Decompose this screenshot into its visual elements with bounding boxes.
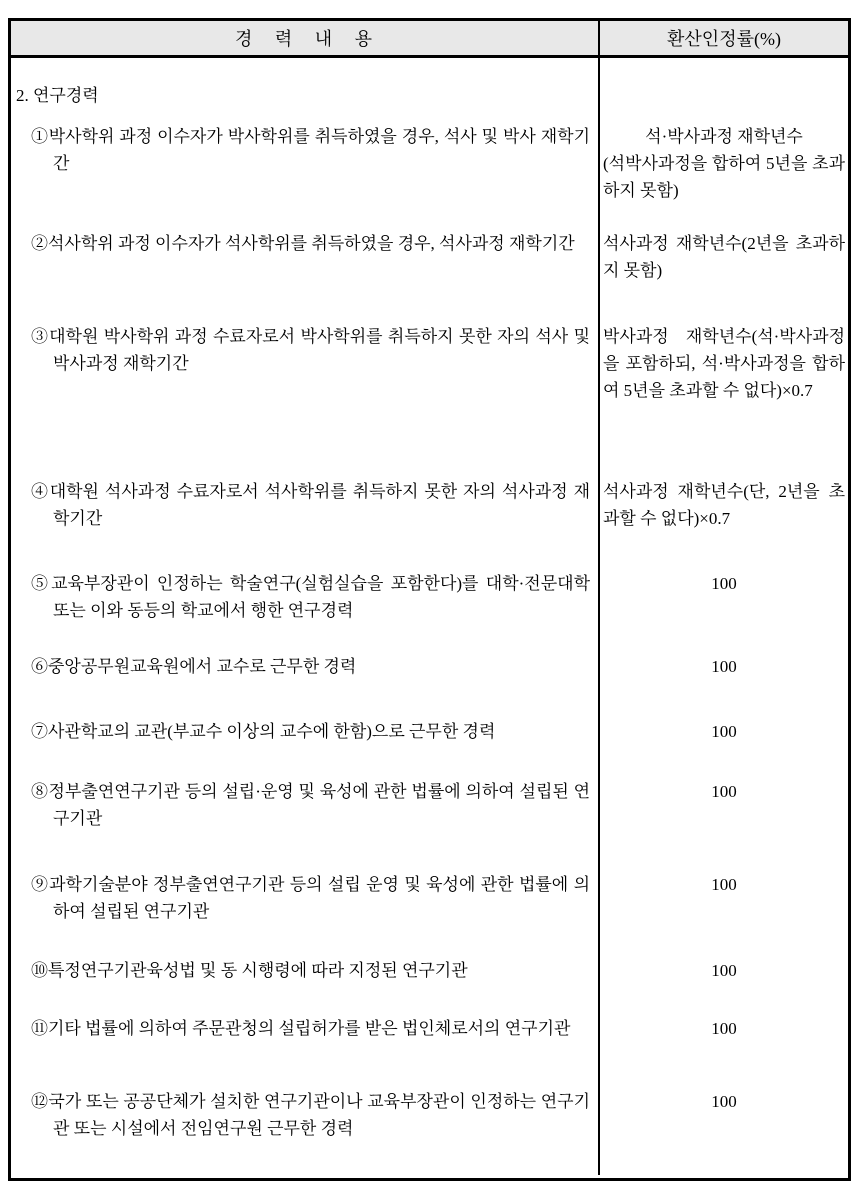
table-row <box>11 1083 848 1175</box>
career-item-cell <box>11 225 600 318</box>
rate-cell <box>600 648 848 713</box>
career-item-text: ⑫국가 또는 공공단체가 설치한 연구기관이나 교육부장관이 인정하는 연구기관 또는 시설에서 전임연구원 근무한 경력 <box>31 1092 590 1138</box>
table-row <box>11 473 848 565</box>
rate-formula-text: 석사과정 재학년수(2년을 초과하지 못함) <box>603 234 845 280</box>
rate-cell <box>600 473 848 565</box>
item-number: ⑧ <box>31 782 49 801</box>
rate-cell <box>600 1083 848 1175</box>
career-rate-table <box>8 18 851 1181</box>
header-conversion-rate: 환산인정률(%) <box>667 29 781 49</box>
section-rate-empty <box>600 58 848 118</box>
career-item-cell <box>11 952 600 1010</box>
table-row <box>11 713 848 773</box>
career-item-text: ⑩특정연구기관육성법 및 동 시행령에 따라 지정된 연구기관 <box>31 961 468 980</box>
item-number: ⑩ <box>31 961 48 980</box>
career-item-text: ②석사학위 과정 이수자가 석사학위를 취득하였을 경우, 석사과정 재학기간 <box>31 234 575 253</box>
rate-cell <box>600 773 848 866</box>
item-number: ⑨ <box>31 875 50 894</box>
rate-value: 100 <box>711 782 737 801</box>
table-row <box>11 866 848 952</box>
career-item-cell <box>11 473 600 565</box>
item-number: ② <box>31 234 48 253</box>
item-number: ① <box>31 127 49 146</box>
item-number: ④ <box>31 482 50 501</box>
rate-formula-text: (석박사과정을 합하여 5년을 초과하지 못함) <box>603 154 845 200</box>
rate-value: 100 <box>711 722 737 741</box>
career-item-text: ⑤교육부장관이 인정하는 학술연구(실험실습을 포함한다)를 대학·전문대학 또는 이와 동등의 학교에서 행한 연구경력 <box>31 574 590 620</box>
section-title-row <box>11 58 848 118</box>
table-row <box>11 565 848 648</box>
rate-cell <box>600 952 848 1010</box>
career-item-text: ③대학원 박사학위 과정 수료자로서 박사학위를 취득하지 못한 자의 석사 및 박사과정 재학기간 <box>31 327 590 373</box>
section-title: 2. 연구경력 <box>11 58 600 118</box>
header-career-content: 경 력 내 용 <box>11 21 600 55</box>
rate-value: 100 <box>711 574 737 593</box>
rate-cell <box>600 118 848 225</box>
career-item-text: ⑦사관학교의 교관(부교수 이상의 교수에 한함)으로 근무한 경력 <box>31 722 496 741</box>
rate-cell <box>600 1010 848 1083</box>
career-item-cell <box>11 648 600 713</box>
career-item-text: ⑪기타 법률에 의하여 주문관청의 설립허가를 받은 법인체로서의 연구기관 <box>31 1019 571 1038</box>
rate-cell <box>600 318 848 473</box>
rate-formula-text: 박사과정 재학년수(석·박사과정을 포함하되, 석·박사과정을 합하여 5년을 초과할 수 없다)×0.7 <box>603 327 845 400</box>
career-item-text: ⑥중앙공무원교육원에서 교수로 근무한 경력 <box>31 657 357 676</box>
table-row <box>11 952 848 1010</box>
rate-cell <box>600 565 848 648</box>
table-row <box>11 318 848 473</box>
item-number: ⑤ <box>31 574 52 593</box>
item-number: ⑥ <box>31 657 48 676</box>
rate-value: 100 <box>711 961 737 980</box>
career-item-cell <box>11 318 600 473</box>
item-number: ⑦ <box>31 722 48 741</box>
rate-value: 100 <box>711 1092 737 1111</box>
career-item-text: ⑧정부출연연구기관 등의 설립·운영 및 육성에 관한 법률에 의하여 설립된 연구기관 <box>31 782 590 828</box>
item-number: ⑪ <box>31 1019 48 1038</box>
table-row <box>11 773 848 866</box>
career-item-text: ⑨과학기술분야 정부출연연구기관 등의 설립 운영 및 육성에 관한 법률에 의하여 설립된 연구기관 <box>31 875 590 921</box>
rate-value: 100 <box>711 1019 737 1038</box>
career-item-cell <box>11 713 600 773</box>
rate-formula-title: 석·박사과정 재학년수 <box>645 127 803 146</box>
career-item-cell <box>11 866 600 952</box>
table-row <box>11 648 848 713</box>
rate-value: 100 <box>711 657 737 676</box>
career-item-text: ①박사학위 과정 이수자가 박사학위를 취득하였을 경우, 석사 및 박사 재학기간 <box>31 127 590 173</box>
item-number: ⑫ <box>31 1092 49 1111</box>
rate-cell <box>600 713 848 773</box>
table-row <box>11 225 848 318</box>
career-item-cell <box>11 565 600 648</box>
rate-cell <box>600 866 848 952</box>
career-item-cell <box>11 118 600 225</box>
table-body <box>11 58 848 1175</box>
rate-formula-text: 석사과정 재학년수(단, 2년을 초과할 수 없다)×0.7 <box>603 482 845 528</box>
rate-value: 100 <box>711 875 737 894</box>
item-number: ③ <box>31 327 50 346</box>
career-item-cell <box>11 1010 600 1083</box>
table-row <box>11 118 848 225</box>
career-item-cell <box>11 773 600 866</box>
table-header-row <box>11 21 848 58</box>
career-item-text: ④대학원 석사과정 수료자로서 석사학위를 취득하지 못한 자의 석사과정 재학기간 <box>31 482 590 528</box>
career-item-cell <box>11 1083 600 1175</box>
rate-cell <box>600 225 848 318</box>
table-row <box>11 1010 848 1083</box>
